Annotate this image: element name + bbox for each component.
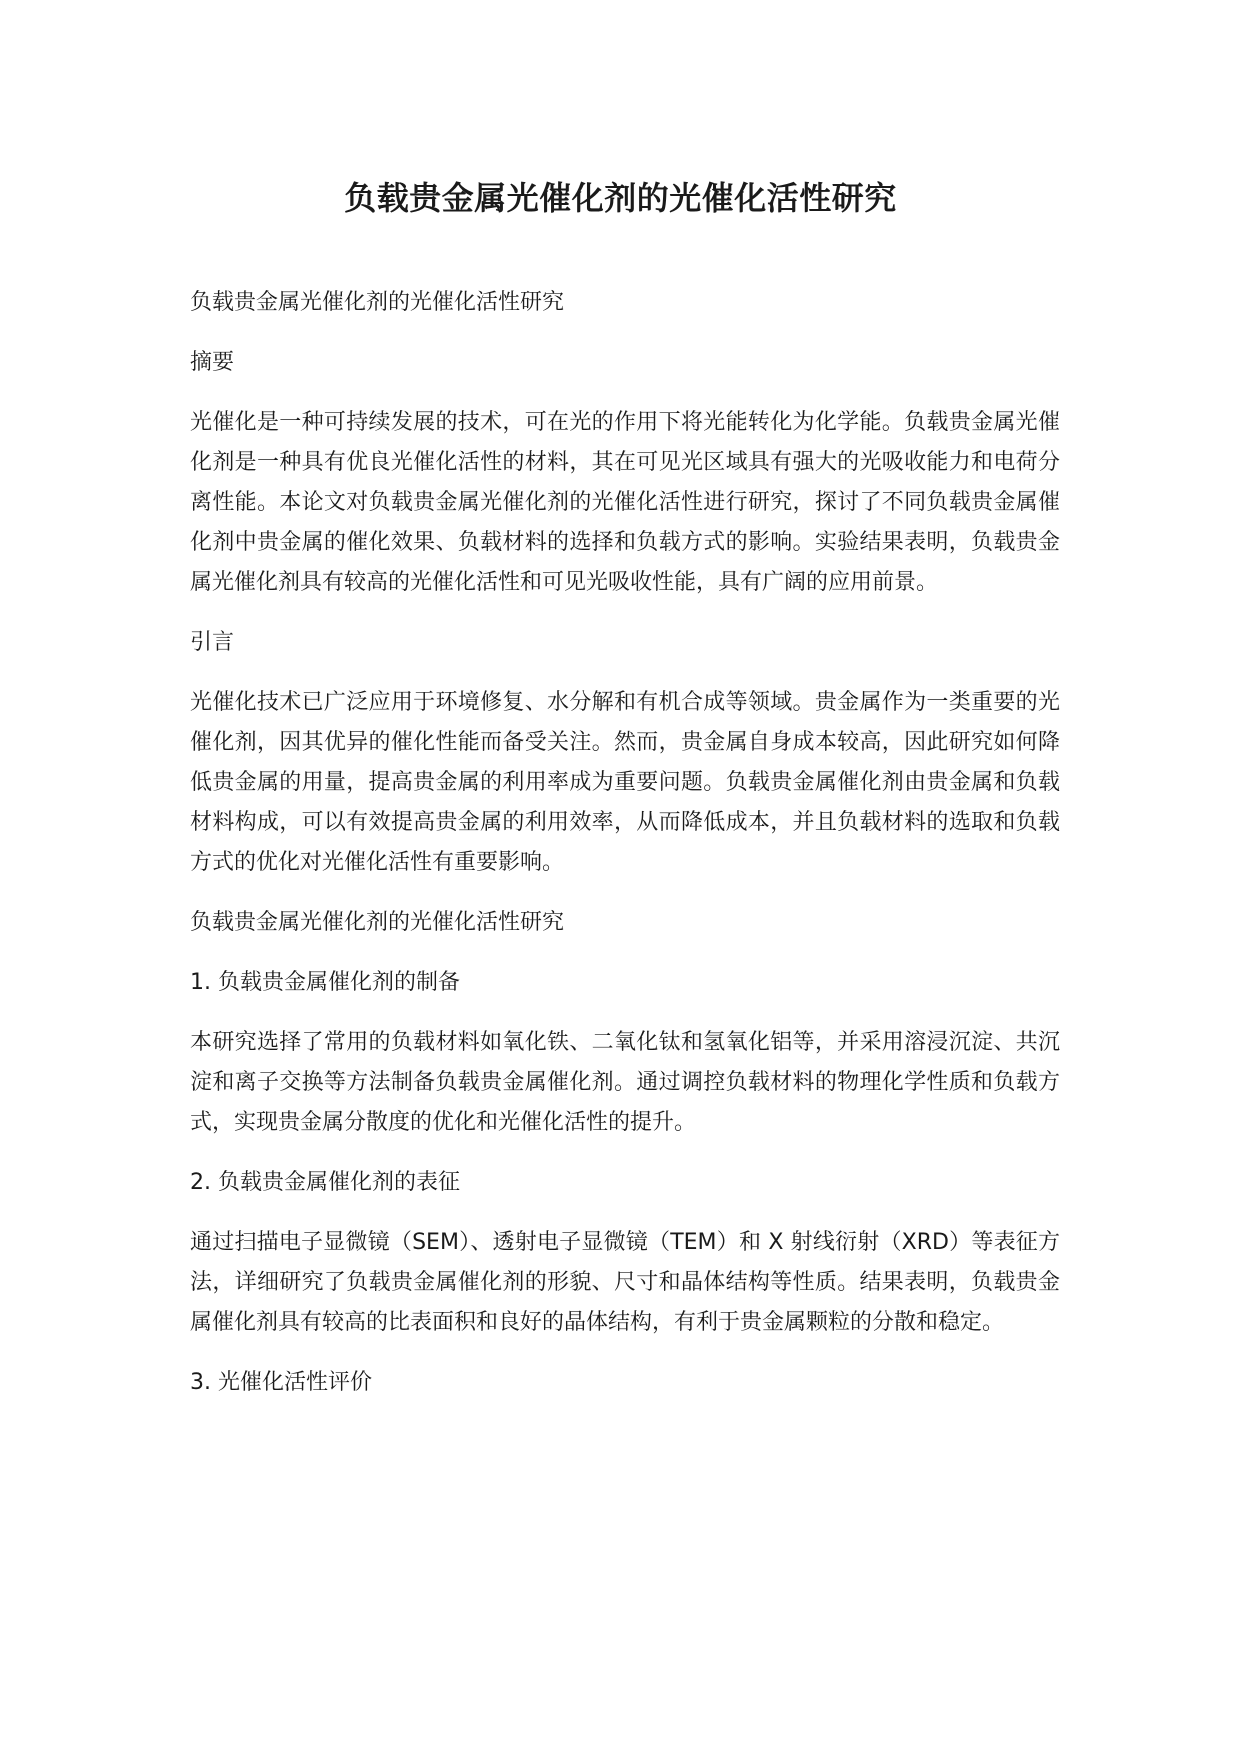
section-2-paragraph: 通过扫描电子显微镜（SEM）、透射电子显微镜（TEM）和 X 射线衍射（XRD）等表征方法，详细研究了负载贵金属催化剂的形貌、尺寸和晶体结构等性质。结果表明，负载贵金属催化剂具有较高的比表面积和良好的晶体结构，有利于贵金属颗粒的分散和稳定。 bbox=[190, 1230, 1060, 1335]
section-1-heading: 1. 负载贵金属催化剂的制备 bbox=[190, 970, 460, 995]
section-3-heading: 3. 光催化活性评价 bbox=[190, 1370, 372, 1395]
abstract-heading: 摘要 bbox=[190, 350, 235, 375]
intro-heading: 引言 bbox=[190, 630, 235, 655]
intro-paragraph: 光催化技术已广泛应用于环境修复、水分解和有机合成等领域。贵金属作为一类重要的光催化剂，因其优异的催化性能而备受关注。然而，贵金属自身成本较高，因此研究如何降低贵金属的用量，提高贵金属的利用率成为重要问题。负载贵金属催化剂由贵金属和负载材料构成，可以有效提高贵金属的利用效率，从而降低成本，并且负载材料的选取和负载方式的优化对光催化活性有重要影响。 bbox=[190, 690, 1060, 875]
section-1-paragraph: 本研究选择了常用的负载材料如氧化铁、二氧化钛和氢氧化铝等，并采用溶浸沉淀、共沉淀和离子交换等方法制备负载贵金属催化剂。通过调控负载材料的物理化学性质和负载方式，实现贵金属分散度的优化和光催化活性的提升。 bbox=[190, 1030, 1060, 1135]
section-heading: 负载贵金属光催化剂的光催化活性研究 bbox=[190, 910, 565, 935]
document-title: 负载贵金属光催化剂的光催化活性研究 bbox=[344, 179, 897, 217]
abstract-paragraph: 光催化是一种可持续发展的技术，可在光的作用下将光能转化为化学能。负载贵金属光催化剂是一种具有优良光催化活性的材料，其在可见光区域具有强大的光吸收能力和电荷分离性能。本论文对负载贵金属光催化剂的光催化活性进行研究，探讨了不同负载贵金属催化剂中贵金属的催化效果、负载材料的选择和负载方式的影响。实验结果表明，负载贵金属光催化剂具有较高的光催化活性和可见光吸收性能，具有广阔的应用前景。 bbox=[190, 410, 1060, 595]
document-subtitle: 负载贵金属光催化剂的光催化活性研究 bbox=[190, 290, 565, 315]
section-2-heading: 2. 负载贵金属催化剂的表征 bbox=[190, 1170, 460, 1195]
document-body bbox=[190, 283, 1060, 1423]
